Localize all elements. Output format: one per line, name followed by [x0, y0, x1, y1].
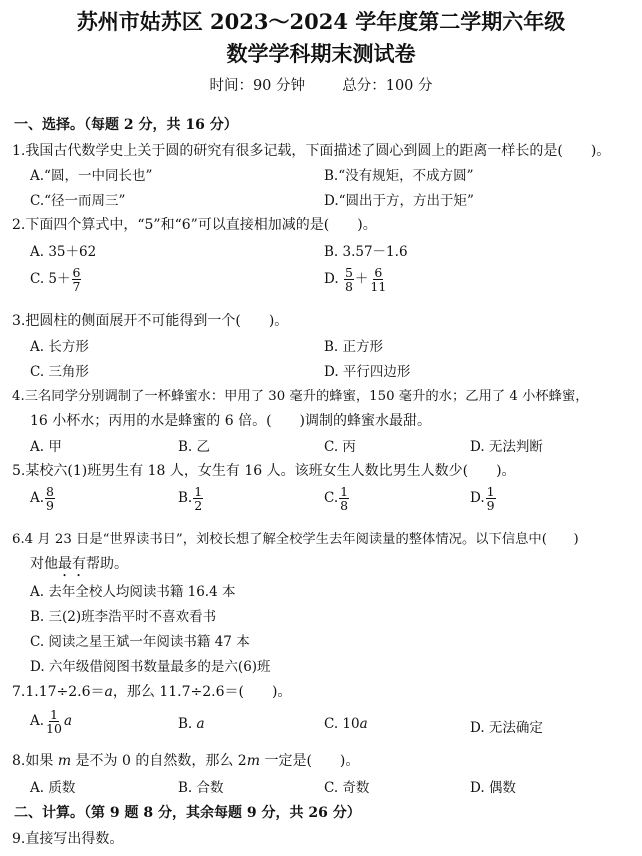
numerator: 1 — [486, 484, 495, 499]
q6-stem-line1: 6.4 月 23 日是“世界读书日”，刘校长想了解全校学生去年阅读量的整体情况。以下信息中( ) — [12, 532, 579, 547]
q1-option-c: C.“径一而周三” — [30, 193, 126, 209]
q2-d-fraction1 — [344, 266, 354, 293]
q7-option-d: D. 无法确定 — [470, 720, 543, 736]
numerator: 1 — [194, 484, 203, 499]
q5-option-a — [30, 485, 56, 512]
option-label: B. — [178, 490, 193, 506]
q8-stem-post: 一定是( )。 — [260, 753, 360, 769]
q6-option-d: D. 六年级借阅图书数量最多的是六(6)班 — [30, 659, 271, 675]
q4-stem-line2: 16 小杯水；丙用的水是蜂蜜的 6 倍。( )调制的蜂蜜水最甜。 — [30, 413, 431, 429]
q4-option-b: B. 乙 — [178, 439, 211, 455]
exam-title-line1: 苏州市姑苏区 2023～2024 学年度第二学期六年级 — [76, 9, 566, 34]
q7-stem — [12, 681, 291, 701]
q3-stem: 3.把圆柱的侧面展开不可能得到一个( )。 — [12, 313, 289, 329]
q6-stem-pre: 对他 — [30, 556, 58, 572]
q7-stem-pre: 7.1.17÷2.6＝ — [12, 684, 105, 700]
q5-option-b — [178, 485, 204, 512]
q7-stem-var: a — [104, 684, 113, 700]
time-label: 时间：90 分钟 — [209, 78, 306, 94]
fraction — [45, 708, 63, 735]
q4-option-d: D. 无法判断 — [470, 439, 543, 455]
option-label: C. 10 — [324, 716, 360, 732]
variable: a — [63, 713, 73, 729]
q3-option-b: B. 正方形 — [324, 339, 384, 355]
q1-option-d: D.“圆出于方，方出于矩” — [324, 193, 474, 209]
exam-title-line2: 数学学科期末测试卷 — [226, 41, 416, 66]
fraction — [45, 485, 55, 512]
option-label: A. — [30, 490, 45, 506]
q6-option-c: C. 阅读之星王斌一年阅读书籍 47 本 — [30, 634, 250, 650]
denominator: 2 — [194, 498, 203, 513]
q8-stem-var: m — [57, 753, 72, 769]
numerator: 8 — [46, 484, 54, 499]
q2-option-b: B. 3.57－1.6 — [324, 244, 408, 260]
numerator: 1 — [340, 484, 349, 499]
variable: a — [196, 716, 205, 732]
q1-option-a: A.“圆，一中同长也” — [30, 168, 153, 184]
q3-option-c: C. 三角形 — [30, 364, 89, 380]
q8-stem — [12, 750, 359, 770]
q4-option-a: A. 甲 — [30, 439, 62, 455]
q5-option-d — [470, 485, 497, 512]
q3-option-a: A. 长方形 — [30, 339, 89, 355]
q6-option-b: B. 三(2)班李浩平时不喜欢看书 — [30, 609, 217, 625]
section2-heading: 二、计算。（第 9 题 8 分，其余每题 9 分，共 26 分） — [14, 805, 361, 821]
fraction — [486, 485, 496, 512]
q1-stem: 1.我国古代数学史上关于圆的研究有很多记载，下面描述了圆心到圆上的距离一样长的是( )。 — [12, 143, 611, 159]
q8-stem-mid: 是不为 0 的自然数，那么 2 — [71, 753, 247, 769]
q2-option-a: A. 35＋62 — [30, 244, 97, 260]
q5-option-c — [324, 485, 350, 512]
q2-option-d — [324, 266, 388, 293]
option-label: C. — [324, 490, 339, 506]
denominator: 9 — [46, 498, 54, 513]
q8-option-d: D. 偶数 — [470, 780, 516, 796]
q2-d-operator: ＋ — [354, 271, 369, 287]
q7-stem-post: ，那么 11.7÷2.6＝( )。 — [112, 684, 292, 700]
numerator: 6 — [72, 265, 81, 280]
q6-stem-line2 — [30, 553, 128, 580]
score-label: 总分：100 分 — [342, 78, 433, 94]
q7-option-c — [324, 716, 368, 732]
q1-option-b: B.“没有规矩，不成方圆” — [324, 168, 474, 184]
q4-stem-line1: 4.三名同学分别调制了一杯蜂蜜水：甲用了 30 毫升的蜂蜜，150 毫升的水；乙用了 4 小杯蜂蜜， — [12, 389, 589, 404]
q6-stem-post: 帮助。 — [86, 556, 128, 572]
fraction — [193, 485, 203, 512]
q8-stem-pre: 8.如果 — [12, 753, 58, 769]
numerator: 1 — [50, 707, 58, 722]
option-label: A. — [30, 713, 45, 729]
fraction — [339, 485, 349, 512]
denominator: 8 — [344, 279, 353, 294]
q7-option-b — [178, 716, 205, 732]
numerator: 6 — [374, 265, 383, 280]
denominator: 7 — [72, 279, 81, 294]
numerator: 5 — [344, 265, 353, 280]
exam-meta — [0, 74, 642, 95]
variable: a — [359, 716, 368, 732]
q6-stem-emphasis: 最有 — [58, 556, 86, 572]
q7-option-a — [30, 708, 72, 735]
option-label: B. — [178, 716, 193, 732]
q2-c-fraction — [72, 266, 82, 293]
option-label: D. — [470, 490, 485, 506]
q8-stem-var2: m — [246, 753, 260, 769]
denominator: 8 — [340, 498, 349, 513]
q3-option-d: D. 平行四边形 — [324, 364, 411, 380]
section1-heading: 一、选择。（每题 2 分，共 16 分） — [14, 117, 238, 133]
q2-option-c — [30, 266, 82, 293]
denominator: 9 — [486, 498, 495, 513]
denominator: 10 — [46, 721, 62, 736]
q6-option-a: A. 去年全校人均阅读书籍 16.4 本 — [30, 584, 236, 600]
q4-option-c: C. 丙 — [324, 439, 356, 455]
q8-option-b: B. 合数 — [178, 780, 224, 796]
q5-stem: 5.某校六(1)班男生有 18 人，女生有 16 人。该班女生人数比男生人数少( )。 — [12, 463, 516, 479]
q9-stem: 9.直接写出得数。 — [12, 831, 124, 847]
q8-option-c: C. 奇数 — [324, 780, 370, 796]
q2-d-fraction2 — [369, 266, 387, 293]
denominator: 11 — [370, 279, 387, 294]
q8-option-a: A. 质数 — [30, 780, 76, 796]
q2-c-prefix: C. 5＋ — [30, 271, 71, 287]
q2-d-prefix: D. — [324, 271, 339, 287]
q2-stem: 2.下面四个算式中，“5”和“6”可以直接相加减的是( )。 — [12, 217, 377, 233]
